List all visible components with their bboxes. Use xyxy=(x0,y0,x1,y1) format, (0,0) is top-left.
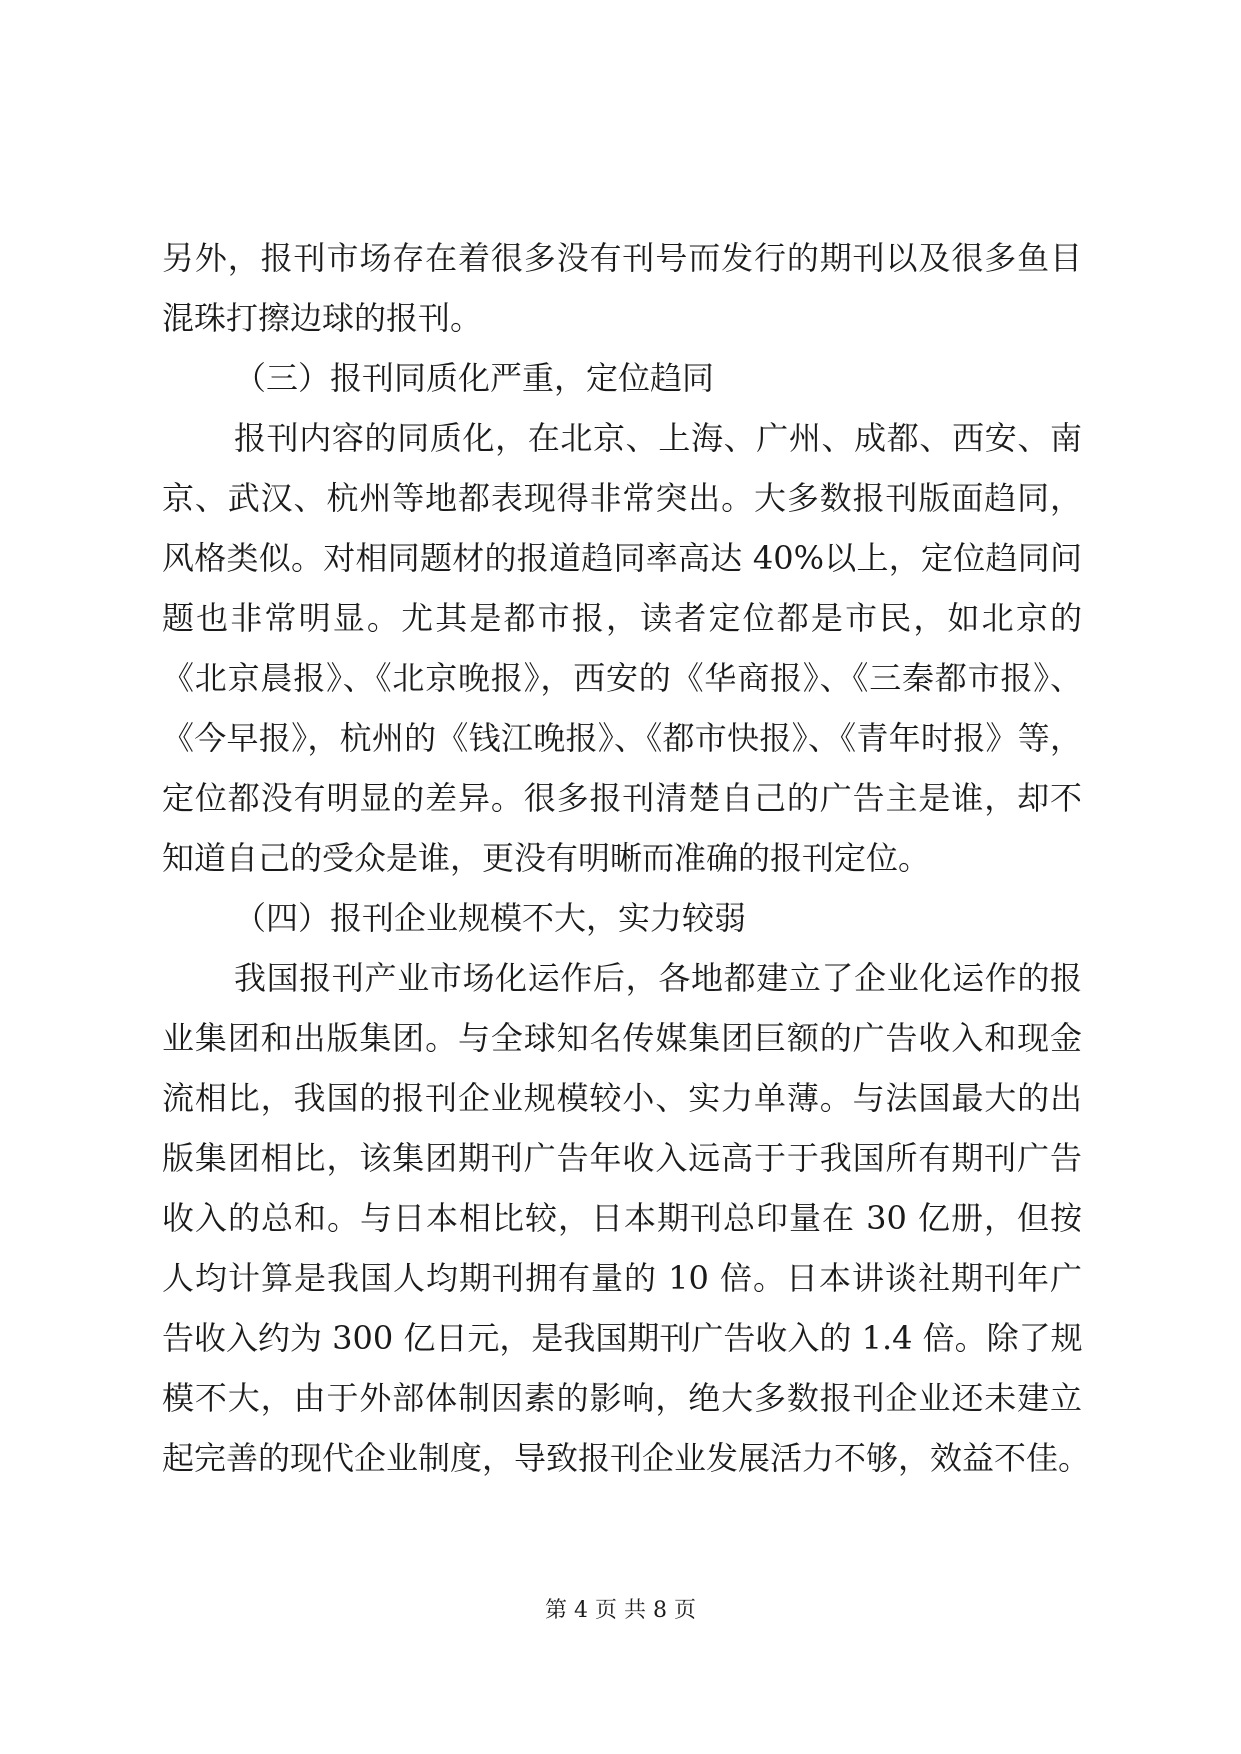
text-line: 风格类似。对相同题材的报道趋同率高达 40%以上，定位趋同问 xyxy=(162,539,1082,577)
text-line: 流相比，我国的报刊企业规模较小、实力单薄。与法国最大的出 xyxy=(162,1079,1082,1117)
text-line: 版集团相比，该集团期刊广告年收入远高于于我国所有期刊广告 xyxy=(162,1139,1082,1177)
paragraph-homogenization xyxy=(162,408,1082,888)
text-line: 告收入约为 300 亿日元，是我国期刊广告收入的 1.4 倍。除了规 xyxy=(162,1319,1083,1357)
text-line: 我国报刊产业市场化运作后，各地都建立了企业化运作的报 xyxy=(234,959,1082,997)
text-line: 定位都没有明显的差异。很多报刊清楚自己的广告主是谁，却不 xyxy=(162,779,1082,817)
text-line: 另外，报刊市场存在着很多没有刊号而发行的期刊以及很多鱼目 xyxy=(162,239,1082,277)
text-line: 起完善的现代企业制度，导致报刊企业发展活力不够，效益不佳。 xyxy=(162,1439,1091,1477)
text-line: 题也非常明显。尤其是都市报，读者定位都是市民，如北京的 xyxy=(162,599,1082,637)
text-line: 《今早报》，杭州的《钱江晚报》、《都市快报》、《青年时报》等， xyxy=(162,719,1082,757)
text-line: 《北京晨报》、《北京晚报》，西安的《华商报》、《三秦都市报》、 xyxy=(162,659,1082,697)
text-line: 人均计算是我国人均期刊拥有量的 10 倍。日本讲谈社期刊年广 xyxy=(162,1259,1082,1297)
document-body xyxy=(162,228,1091,1488)
text-line: 模不大，由于外部体制因素的影响，绝大多数报刊企业还未建立 xyxy=(162,1379,1082,1417)
paragraph-enterprise-scale xyxy=(162,948,1091,1488)
page-number-footer: 第 4 页 共 8 页 xyxy=(545,1598,696,1623)
text-line: 报刊内容的同质化，在北京、上海、广州、成都、西安、南 xyxy=(234,419,1082,457)
text-line: 知道自己的受众是谁，更没有明晰而准确的报刊定位。 xyxy=(162,839,931,877)
paragraph-continuation xyxy=(162,228,1082,348)
section-heading-4: （四）报刊企业规模不大，实力较弱 xyxy=(234,899,747,937)
text-line: 收入的总和。与日本相比较，日本期刊总印量在 30 亿册，但按 xyxy=(162,1199,1082,1237)
text-line: 业集团和出版集团。与全球知名传媒集团巨额的广告收入和现金 xyxy=(162,1019,1082,1057)
text-line: 混珠打擦边球的报刊。 xyxy=(162,299,483,337)
section-heading-3: （三）报刊同质化严重，定位趋同 xyxy=(234,359,715,397)
text-line: 京、武汉、杭州等地都表现得非常突出。大多数报刊版面趋同， xyxy=(162,479,1082,517)
